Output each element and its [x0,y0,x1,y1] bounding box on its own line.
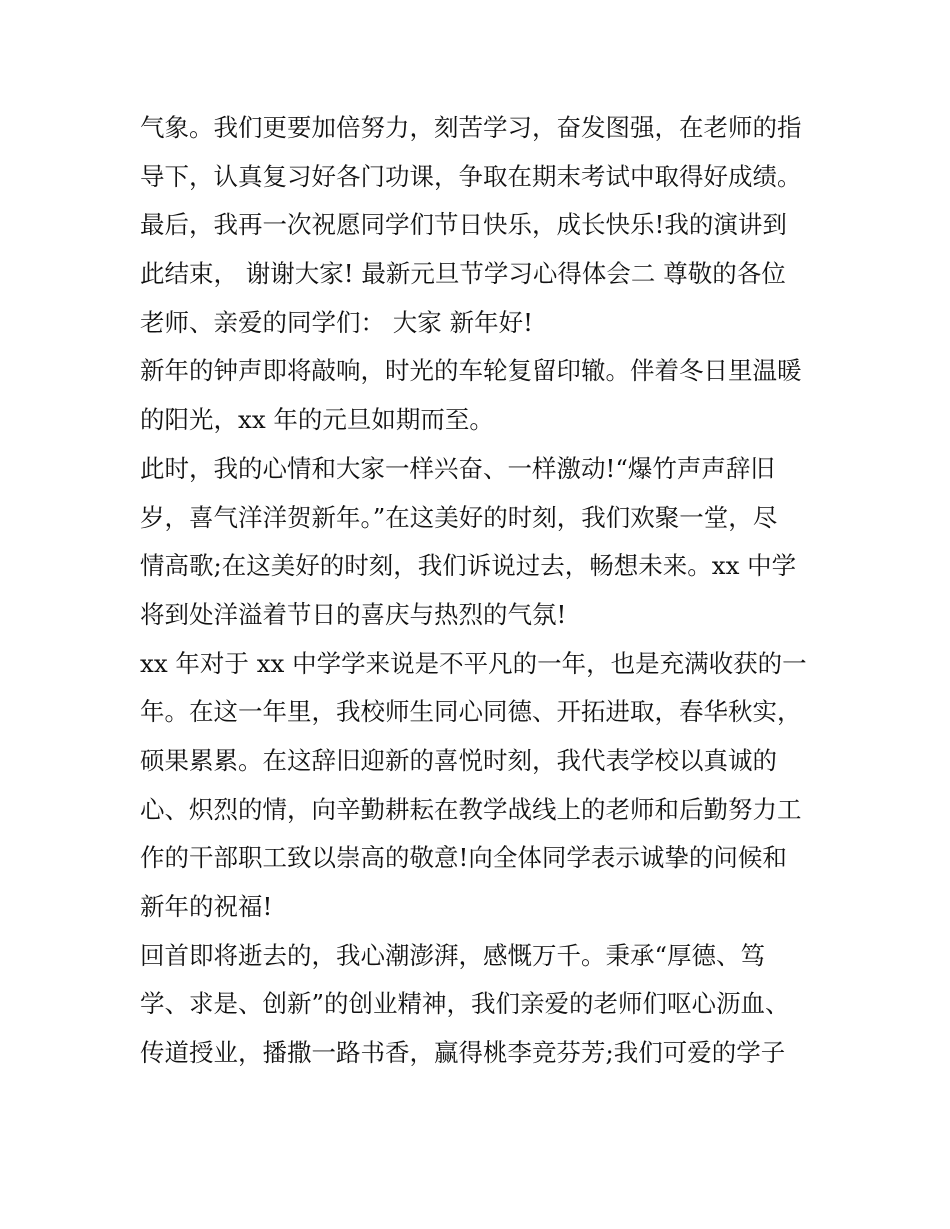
text-line: 气象。我们更要加倍努力，刻苦学习，奋发图强，在老师的指 [140,113,802,142]
text-line: 年。在这一年里，我校师生同心同德、开拓进取，春华秋实， [140,697,802,727]
text-line: 回首即将逝去的，我心潮澎湃，感慨万千。秉承“厚德、笃 [140,940,766,970]
text-line: 学、求是、创新”的创业精神，我们亲爱的老师们呕心沥血、 [140,989,790,1019]
text-line: 老师、亲爱的同学们： 大家 新年好! [140,307,533,337]
document-body-text [140,104,820,1078]
text-line: 传道授业，播撒一路书香，赢得桃李竞芬芳;我们可爱的学子 [140,1038,786,1068]
text-line: 心、炽烈的情，向辛勤耕耘在教学战线上的老师和后勤努力工 [140,794,802,824]
text-line: 最后，我再一次祝愿同学们节日快乐，成长快乐!我的演讲到 [140,210,787,240]
text-line: 此时，我的心情和大家一样兴奋、一样激动!“爆竹声声辞旧 [140,453,775,483]
text-line: 此结束， 谢谢大家! 最新元旦节学习心得体会二 尊敬的各位 [140,259,786,289]
text-line: xx 年对于 xx 中学学来说是不平凡的一年，也是充满收获的一 [140,648,807,678]
text-line: 新年的祝福! [140,892,273,921]
text-line: 导下，认真复习好各门功课，争取在期末考试中取得好成绩。 [140,161,802,191]
text-line: 将到处洋溢着节日的喜庆与热烈的气氛! [140,599,567,629]
text-line: 的阳光，xx 年的元旦如期而至。 [140,405,494,435]
text-line: 作的干部职工致以崇高的敬意!向全体同学表示诚挚的问候和 [140,843,787,873]
text-line: 新年的钟声即将敲响，时光的车轮复留印辙。伴着冬日里温暖 [140,356,802,386]
text-line: 硕果累累。在这辞旧迎新的喜悦时刻，我代表学校以真诚的 [140,745,777,775]
text-line: 情高歌;在这美好的时刻，我们诉说过去，畅想未来。xx 中学 [140,551,797,581]
text-line: 岁，喜气洋洋贺新年。”在这美好的时刻，我们欢聚一堂，尽 [140,502,778,532]
